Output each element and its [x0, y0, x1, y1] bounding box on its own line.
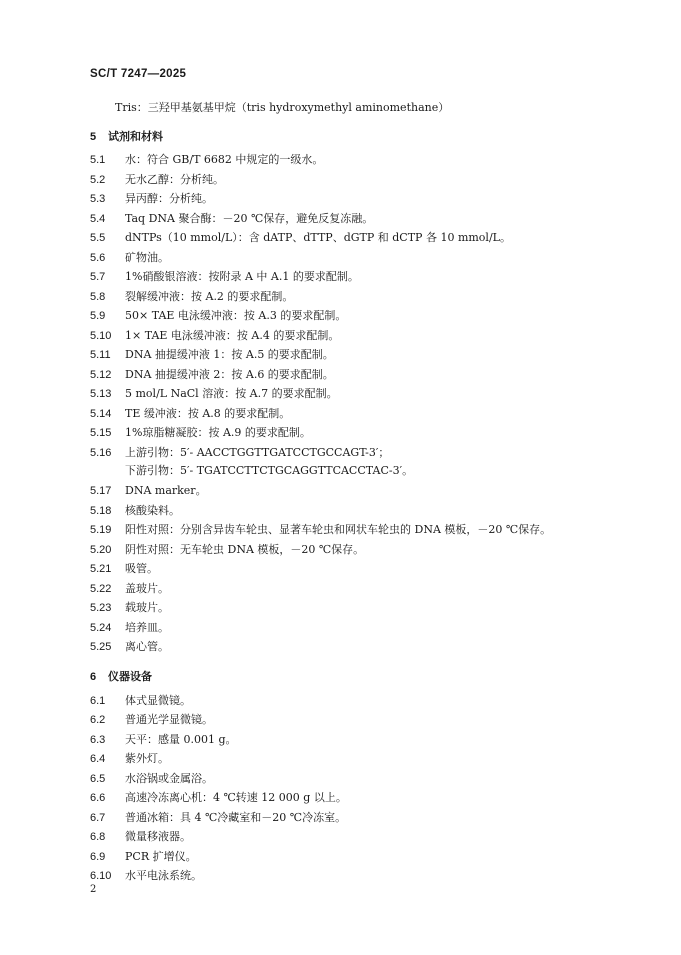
list-item: [90, 640, 169, 654]
section-number: 6: [90, 671, 97, 683]
item-text: 1%硝酸银溶液：按附录 A 中 A.1 的要求配制。: [125, 270, 359, 283]
item-number: 5.12: [90, 369, 112, 381]
item-number: 5.10: [90, 330, 112, 342]
list-item: [90, 192, 213, 206]
item-text: 天平：感量 0.001 g。: [125, 733, 237, 746]
list-item: [90, 407, 290, 421]
item-text: 阳性对照：分别含异齿车轮虫、显著车轮虫和网状车轮虫的 DNA 模板，－20 ℃保存。: [125, 523, 552, 536]
item-number: 5.17: [90, 485, 112, 497]
section-5-heading: [90, 128, 163, 144]
item-number: 5.21: [90, 563, 112, 575]
item-number: 5.1: [90, 154, 106, 166]
item-number: 5.24: [90, 622, 112, 634]
item-number: 6.1: [90, 695, 106, 707]
item-text: 微量移液器。: [125, 830, 191, 843]
item-number: 5.13: [90, 388, 112, 400]
item-text: Taq DNA 聚合酶：－20 ℃保存，避免反复冻融。: [125, 212, 374, 225]
item-number: 5.8: [90, 291, 106, 303]
list-item: [90, 290, 293, 304]
item-text: 阴性对照：无车轮虫 DNA 模板，－20 ℃保存。: [125, 543, 365, 556]
item-text: PCR 扩增仪。: [125, 850, 197, 863]
item-text: 50× TAE 电泳缓冲液：按 A.3 的要求配制。: [125, 309, 347, 322]
item-text: 水：符合 GB/T 6682 中规定的一级水。: [125, 153, 324, 166]
item-text: 上游引物：5′- AACCTGGTTGATCCTGCCAGT-3′；: [125, 446, 390, 459]
list-item: [90, 752, 169, 766]
list-item: [90, 601, 169, 615]
list-item: [90, 426, 311, 440]
item-number: 6.10: [90, 870, 112, 882]
item-text: 1× TAE 电泳缓冲液：按 A.4 的要求配制。: [125, 329, 340, 342]
item-number: 5.9: [90, 310, 106, 322]
item-number: 6.3: [90, 734, 106, 746]
item-text: 矿物油。: [125, 251, 169, 264]
item-number: 5.2: [90, 174, 106, 186]
item-number: 5.19: [90, 524, 112, 536]
item-text: 培养皿。: [125, 621, 169, 634]
item-text: dNTPs（10 mmol/L）：含 dATP、dTTP、dGTP 和 dCTP 各 10 mmol/L。: [125, 231, 511, 244]
item-text: 核酸染料。: [125, 504, 180, 517]
list-item: [90, 733, 237, 747]
standard-code: SC/T 7247—2025: [90, 68, 187, 80]
list-item: [90, 368, 334, 382]
item-number: 6.2: [90, 714, 106, 726]
list-item: [90, 251, 169, 265]
item-text: 5 mol/L NaCl 溶液：按 A.7 的要求配制。: [125, 387, 338, 400]
item-number: 6.7: [90, 812, 106, 824]
section-6-heading: [90, 668, 152, 684]
list-item: [90, 231, 511, 245]
item-text: DNA 抽提缓冲液 1：按 A.5 的要求配制。: [125, 348, 334, 361]
item-text: 载玻片。: [125, 601, 169, 614]
list-item: [90, 582, 169, 596]
item-text: 普通光学显微镜。: [125, 713, 213, 726]
list-item: [90, 446, 413, 478]
item-text: 吸管。: [125, 562, 158, 575]
list-item: [90, 387, 338, 401]
item-number: 5.22: [90, 583, 112, 595]
item-text: 水平电泳系统。: [125, 869, 202, 882]
list-item: [90, 811, 346, 825]
list-item: [90, 830, 191, 844]
item-text: 离心管。: [125, 640, 169, 653]
item-text: 普通冰箱：具 4 ℃冷藏室和－20 ℃冷冻室。: [125, 811, 347, 824]
list-item: [90, 173, 224, 187]
item-number: 5.20: [90, 544, 112, 556]
item-text: 异丙醇：分析纯。: [125, 192, 213, 205]
list-item: [90, 869, 202, 883]
item-continuation: 下游引物：5′- TGATCCTTCTGCAGGTTCACCTAC-3′。: [125, 464, 414, 477]
item-number: 5.11: [90, 349, 111, 361]
list-item: [90, 212, 373, 226]
list-item: [90, 270, 359, 284]
item-number: 5.15: [90, 427, 112, 439]
list-item: [90, 348, 334, 362]
item-number: 5.23: [90, 602, 112, 614]
item-number: 6.8: [90, 831, 106, 843]
section-title: 试剂和材料: [108, 131, 163, 143]
item-text: 裂解缓冲液：按 A.2 的要求配制。: [125, 290, 294, 303]
item-number: 5.14: [90, 408, 112, 420]
list-item: [90, 329, 339, 343]
abbreviation-line: Tris：三羟甲基氨基甲烷（tris hydroxymethyl aminomethane）: [115, 101, 450, 114]
item-text: 1%琼脂糖凝胶：按 A.9 的要求配制。: [125, 426, 311, 439]
section-title: 仪器设备: [108, 671, 152, 683]
item-text: 紫外灯。: [125, 752, 169, 765]
page-number: 2: [90, 884, 97, 895]
item-number: 5.25: [90, 641, 112, 653]
item-number: 5.7: [90, 271, 106, 283]
item-number: 5.4: [90, 213, 106, 225]
list-item: [90, 791, 347, 805]
item-number: 5.6: [90, 252, 106, 264]
item-text: 高速冷冻离心机：4 ℃转速 12 000 g 以上。: [125, 791, 347, 804]
list-item: [90, 543, 364, 557]
item-text: 无水乙醇：分析纯。: [125, 173, 224, 186]
item-text: 体式显微镜。: [125, 694, 191, 707]
list-item: [90, 309, 346, 323]
item-text: DNA 抽提缓冲液 2：按 A.6 的要求配制。: [125, 368, 334, 381]
list-item: [90, 694, 191, 708]
item-number: 6.5: [90, 773, 106, 785]
item-number: 6.4: [90, 753, 106, 765]
item-text: 水浴锅或金属浴。: [125, 772, 213, 785]
list-item: [90, 621, 169, 635]
item-text: TE 缓冲液：按 A.8 的要求配制。: [125, 407, 291, 420]
section-number: 5: [90, 131, 97, 143]
item-number: 6.9: [90, 851, 106, 863]
list-item: [90, 153, 323, 167]
item-text: DNA marker。: [125, 484, 207, 497]
item-text: 盖玻片。: [125, 582, 169, 595]
list-item: [90, 850, 197, 864]
item-number: 5.16: [90, 447, 112, 459]
list-item: [90, 484, 207, 498]
item-number: 5.3: [90, 193, 106, 205]
list-item: [90, 504, 180, 518]
item-number: 5.18: [90, 505, 112, 517]
list-item: [90, 523, 551, 537]
item-number: 5.5: [90, 232, 106, 244]
item-number: 6.6: [90, 792, 106, 804]
list-item: [90, 713, 213, 727]
list-item: [90, 772, 213, 786]
list-item: [90, 562, 158, 576]
